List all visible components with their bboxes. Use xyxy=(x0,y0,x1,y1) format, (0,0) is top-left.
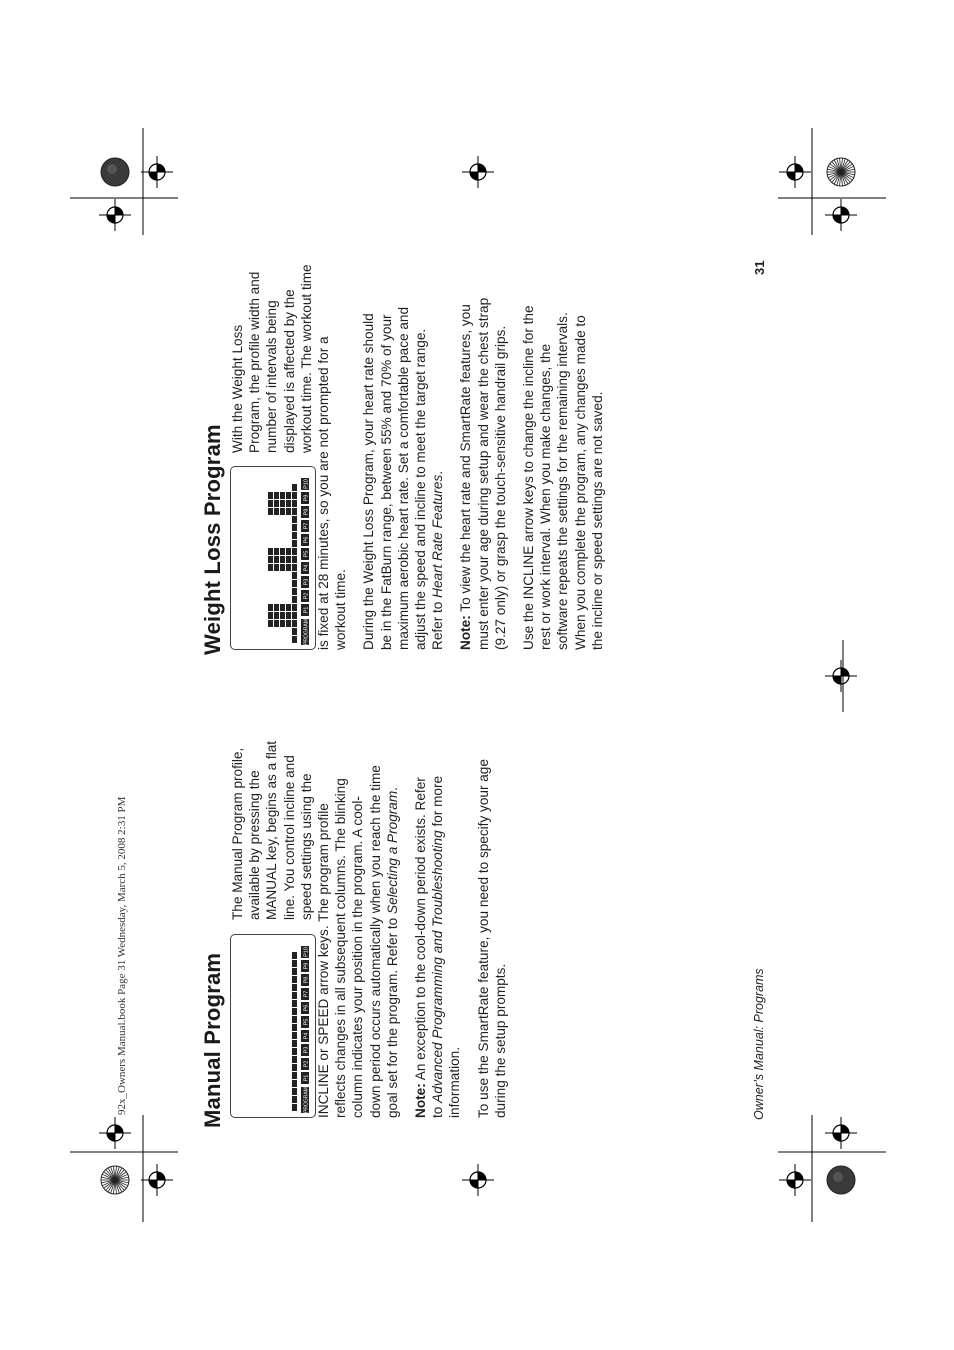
weight-loss-profile-cell xyxy=(274,620,279,627)
manual-intro-line: The Manual Program profile, xyxy=(230,747,245,920)
manual-profile-cell xyxy=(292,1080,297,1087)
manual-interval-tag: P10 xyxy=(303,947,310,957)
weight-loss-incline-line: the incline or speed settings are not saved. xyxy=(589,391,605,650)
manual-profile-cell xyxy=(292,992,297,999)
manual-profile-svg xyxy=(231,935,315,1117)
manual-profile-cell xyxy=(292,1096,297,1103)
weight-loss-profile-cell xyxy=(268,508,273,515)
manual-program-title: Manual Program xyxy=(200,952,225,1128)
weight-loss-profile-cell xyxy=(286,620,291,627)
weight-loss-profile-cell xyxy=(274,492,279,499)
manual-note-line xyxy=(413,777,428,1118)
weight-loss-profile-cell xyxy=(286,508,291,515)
manual-interval-tag: P7 xyxy=(303,990,310,998)
manual-profile-cell xyxy=(292,1056,297,1063)
weight-loss-profile-cell xyxy=(268,604,273,611)
manual-interval-tag: P5 xyxy=(303,1018,310,1026)
weight-loss-profile-cell xyxy=(292,564,297,571)
manual-body-line xyxy=(385,787,400,1118)
weight-loss-interval-tag: P8 xyxy=(303,508,310,516)
weight-loss-profile-cell xyxy=(286,556,291,563)
weight-loss-incline-line: Use the INCLINE arrow keys to change the incline for the xyxy=(521,305,537,650)
weight-loss-interval-tag: P10 xyxy=(303,479,310,489)
weight-loss-note-line: (9.27 only) or grasp the touch-sensitive handrail grips. xyxy=(492,325,508,650)
weight-loss-interval-tag: P9 xyxy=(303,494,310,502)
weight-loss-incline-paragraph xyxy=(520,180,606,650)
manual-profile-cell xyxy=(292,984,297,991)
weight-loss-fatburn-line: During the Weight Loss Program, your heart rate should xyxy=(361,313,377,650)
weight-loss-label-strip xyxy=(301,478,309,645)
manual-intro xyxy=(229,660,315,920)
weight-loss-intro-line: With the Weight Loss xyxy=(230,324,245,453)
weight-loss-profile-cell xyxy=(292,532,297,539)
manual-profile-cell xyxy=(292,1088,297,1095)
weight-loss-profile-cell xyxy=(268,556,273,563)
weight-loss-note-text: To view the heart rate and SmartRate features, you xyxy=(458,304,474,616)
manual-intro-line: MANUAL key, begins as a flat xyxy=(264,740,280,920)
weight-loss-profile-cell xyxy=(292,620,297,627)
manual-program-display xyxy=(230,934,316,1118)
manual-body xyxy=(315,648,520,1118)
manual-profile-cell xyxy=(292,960,297,967)
manual-interval-tag: P8 xyxy=(303,976,310,984)
manual-body-line: INCLINE or SPEED arrow keys. The program profile xyxy=(316,803,331,1118)
manual-profile-cell xyxy=(292,1008,297,1015)
weight-loss-fixed-line: workout time. xyxy=(333,569,349,650)
manual-profile-cell xyxy=(292,1072,297,1079)
weight-loss-profile-cell xyxy=(286,492,291,499)
weight-loss-fatburn-text: Refer to xyxy=(430,597,446,650)
weight-loss-profile-cell xyxy=(292,484,297,491)
weight-loss-profile-cell xyxy=(280,564,285,571)
manual-profile-cell xyxy=(292,1104,297,1111)
weight-loss-profile-cell xyxy=(274,556,279,563)
weight-loss-profile-cell xyxy=(292,548,297,555)
weight-loss-intro-line: Program, the profile width and xyxy=(247,271,263,453)
manual-body-text: goal set for the program. Refer to xyxy=(384,913,400,1118)
manual-program-tag: PROGRAM xyxy=(303,1087,310,1113)
manual-smartrate-paragraph xyxy=(475,648,509,1118)
weight-loss-profile-cell xyxy=(292,492,297,499)
weight-loss-program-tag: PROGRAM xyxy=(303,619,310,645)
weight-loss-profile-cell xyxy=(286,564,291,571)
weight-loss-profile-cell xyxy=(280,620,285,627)
weight-loss-profile-cell xyxy=(274,564,279,571)
manual-body-ref: Selecting a Program xyxy=(384,790,400,914)
manual-profile-cell xyxy=(292,1048,297,1055)
weight-loss-profile-cell xyxy=(274,604,279,611)
manual-note-line xyxy=(430,776,445,1118)
manual-profile-cell xyxy=(292,952,297,959)
weight-loss-body xyxy=(315,180,617,650)
weight-loss-profile-cell xyxy=(292,516,297,523)
manual-profile-cell xyxy=(292,1032,297,1039)
manual-note-ref: Advanced Programming and Troubleshooting xyxy=(430,830,446,1103)
weight-loss-intro-line: number of intervals being xyxy=(264,300,280,453)
manual-note-text: for more xyxy=(430,775,446,831)
manual-body-paragraph xyxy=(315,648,401,1118)
weight-loss-fixed-paragraph xyxy=(315,180,349,650)
weight-loss-fatburn-paragraph xyxy=(360,180,446,650)
manual-intro-line: line. You control incline and xyxy=(281,755,297,920)
weight-loss-profile-cell xyxy=(274,612,279,619)
weight-loss-profile-cell xyxy=(280,548,285,555)
weight-loss-fatburn-ref: Heart Rate Features xyxy=(430,474,446,598)
manual-profile-cell xyxy=(292,1000,297,1007)
weight-loss-profile-cell xyxy=(292,596,297,603)
weight-loss-profile-cell xyxy=(274,548,279,555)
weight-loss-fatburn-line: maximum aerobic heart rate. Set a comfortable pace and xyxy=(395,306,411,650)
manual-body-period: . xyxy=(384,787,400,791)
manual-smartrate-line: To use the SmartRate feature, you need to specify your age xyxy=(475,759,491,1118)
weight-loss-profile-cell xyxy=(292,500,297,507)
weight-loss-profile-cell xyxy=(280,500,285,507)
manual-note-paragraph xyxy=(412,648,464,1118)
manual-intro-line: available by pressing the xyxy=(247,770,263,920)
weight-loss-profile-cell xyxy=(292,540,297,547)
weight-loss-profile-cell xyxy=(292,556,297,563)
weight-loss-interval-tag: P1 xyxy=(303,606,310,614)
weight-loss-profile-cell xyxy=(292,524,297,531)
weight-loss-fixed-line: is fixed at 28 minutes, so you are not prompted for a xyxy=(316,336,331,650)
manual-note-text: An exception to the cool-down period exists. Refer xyxy=(413,777,429,1084)
weight-loss-note-label: Note: xyxy=(458,615,474,650)
weight-loss-profile-cell xyxy=(280,604,285,611)
weight-loss-profile-cell xyxy=(292,572,297,579)
weight-loss-profile-cell xyxy=(292,612,297,619)
weight-loss-profile-cell xyxy=(268,612,273,619)
weight-loss-note-paragraph xyxy=(457,180,509,650)
footer-section-label: Owner’s Manual: Programs xyxy=(752,968,766,1120)
weight-loss-profile-cell xyxy=(268,620,273,627)
manual-body-line: down period occurs automatically when you reach the time xyxy=(367,765,383,1118)
weight-loss-incline-line: software repeats the settings for the remaining intervals. xyxy=(555,312,571,650)
weight-loss-interval-tag: P5 xyxy=(303,550,310,558)
weight-loss-profile-cell xyxy=(292,636,297,643)
weight-loss-profile-cell xyxy=(280,508,285,515)
weight-loss-program-display xyxy=(230,466,316,650)
weight-loss-profile-cell xyxy=(268,564,273,571)
weight-loss-profile-cell xyxy=(274,508,279,515)
weight-loss-fatburn-period: . xyxy=(430,470,446,475)
weight-loss-intro-line: displayed is affected by the xyxy=(281,289,297,453)
manual-note-text: to xyxy=(430,1102,446,1118)
manual-intro-line: speed settings using the xyxy=(298,773,314,920)
weight-loss-profile-cell xyxy=(280,612,285,619)
manual-profile-cell xyxy=(292,968,297,975)
weight-loss-profile-cell xyxy=(292,628,297,635)
weight-loss-profile-cell xyxy=(286,548,291,555)
file-header: 92x_Owners Manual.book Page 31 Wednesday, March 5, 2008 2:31 PM xyxy=(116,796,128,1115)
weight-loss-intro-line: workout time. The workout time xyxy=(298,264,314,453)
manual-body-line: reflects changes in all subsequent columns. The blinking xyxy=(333,778,349,1118)
weight-loss-incline-line: When you complete the program, any changes made to xyxy=(572,315,588,650)
weight-loss-note-line xyxy=(458,304,473,650)
weight-loss-profile-cell xyxy=(268,500,273,507)
manual-interval-tag: P6 xyxy=(303,1004,310,1012)
manual-profile-cell xyxy=(292,1024,297,1031)
manual-interval-tag: P4 xyxy=(303,1032,310,1040)
weight-loss-interval-tag: P3 xyxy=(303,578,310,586)
manual-interval-tag: P9 xyxy=(303,962,310,970)
manual-profile-cell xyxy=(292,1040,297,1047)
weight-loss-note-line: must enter your age during setup and wear the chest strap xyxy=(475,297,491,650)
manual-note-line: information. xyxy=(447,1046,463,1118)
weight-loss-profile-cell xyxy=(292,508,297,515)
weight-loss-profile-cell xyxy=(292,604,297,611)
manual-note-label: Note: xyxy=(413,1083,429,1118)
manual-label-strip xyxy=(301,946,309,1113)
weight-loss-fatburn-line: adjust the speed and incline to meet the target range. xyxy=(413,328,429,650)
weight-loss-program-title: Weight Loss Program xyxy=(200,424,225,655)
weight-loss-profile-cell xyxy=(286,500,291,507)
weight-loss-incline-line: rest or work interval. When you make changes, the xyxy=(538,344,554,650)
weight-loss-profile-cell xyxy=(286,612,291,619)
manual-interval-tag: P2 xyxy=(303,1060,310,1068)
weight-loss-interval-tag: P4 xyxy=(303,564,310,572)
weight-loss-interval-tag: P6 xyxy=(303,536,310,544)
weight-loss-intro xyxy=(229,193,315,453)
weight-loss-interval-tag: P7 xyxy=(303,522,310,530)
manual-interval-tag: P1 xyxy=(303,1074,310,1082)
page-number: 31 xyxy=(752,260,767,275)
manual-smartrate-line: during the setup prompts. xyxy=(492,963,508,1118)
manual-interval-tag: P3 xyxy=(303,1046,310,1054)
manual-profile-cell xyxy=(292,1016,297,1023)
weight-loss-profile-cell xyxy=(280,492,285,499)
weight-loss-profile-cell xyxy=(280,556,285,563)
manual-profile-cell xyxy=(292,976,297,983)
weight-loss-profile-cell xyxy=(286,604,291,611)
manual-body-line: column indicates your position in the program. A cool- xyxy=(350,796,366,1118)
weight-loss-fatburn-line: be in the FatBurn range, between 55% and 70% of your xyxy=(378,314,394,650)
weight-loss-profile-cell xyxy=(292,580,297,587)
weight-loss-profile-svg xyxy=(231,467,315,649)
weight-loss-profile-cell xyxy=(268,548,273,555)
weight-loss-interval-tag: P2 xyxy=(303,592,310,600)
weight-loss-profile-cell xyxy=(268,492,273,499)
weight-loss-fatburn-line xyxy=(430,471,445,650)
manual-profile-cell xyxy=(292,1064,297,1071)
weight-loss-profile-cell xyxy=(292,588,297,595)
weight-loss-profile-cell xyxy=(274,500,279,507)
